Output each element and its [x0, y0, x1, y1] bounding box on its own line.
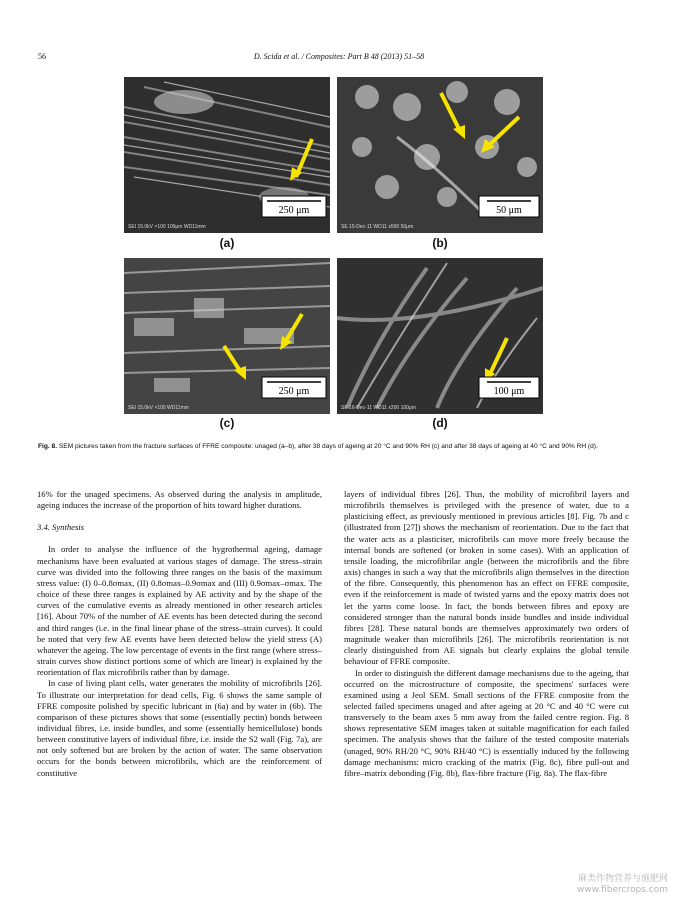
running-title: D. Scida et al. / Composites: Part B 48 (2013) 51–58: [253, 52, 425, 61]
sem-meta-c: SEI 15.0kV ×100 WD11mm: [128, 405, 189, 411]
scale-bar-c: 250 μm: [278, 386, 310, 397]
panel-label-a: (a): [219, 236, 235, 250]
watermark-line-1: 麻类作物营养与施肥网: [577, 874, 668, 884]
panel-label-b: (b): [432, 236, 448, 250]
caption-label: Fig. 8.: [38, 443, 58, 450]
panel-label-c: (c): [219, 416, 235, 430]
left-paragraph-1: 16% for the unaged specimens. As observed during the analysis in amplitude, ageing induces the increase of the proportion of hits toward higher durations.: [37, 489, 322, 511]
sem-meta-b: SE 15-Dec-11 WD11 x500 50μm: [341, 224, 414, 230]
left-column: [37, 489, 322, 779]
scale-bar-b: 50 μm: [496, 205, 522, 216]
right-column: [344, 489, 629, 779]
section-heading: 3.4. Synthesis: [37, 522, 85, 533]
left-paragraph-2: In order to analyse the influence of the hygrothermal ageing, damage mechanisms have been evaluated at various stages of damage. The stress–strain curve was divided into the following three ranges on the basis of the maximum stress value: (I) 0–0.8σmax, (II) 0.8σmax–0.9σmax and (III) 0.9σmax–σmax. The choice of these three ranges is explained by AE activity and by the shape of the curves of the cumulative events as already mentioned in other research articles [16]. About 70% of the number of AE events has been detected during the second and third ranges (i.e. in the final linear phase of the stress–strain curves). It could be noted that very few AE events have been detected below the yield stress (A) whatever the ageing. The low percentage of events in the first range (where stress–strain curves show distinct portions some of which are linear) is explained by the reorientation of flax microfibrils rather than by damage.: [37, 544, 322, 678]
sem-image-d: [337, 258, 543, 414]
sem-image-a: [124, 77, 330, 233]
right-paragraph-1: layers of individual fibres [26]. Thus, the mobility of microfibril layers and microfibrils themselves is privileged with the presence of water, due to a plasticising effect, as previously mentioned in previous articles [8]. Fig. 7b and c (illustrated from [27]) shows the mechanism of reorientation. Due to the fact that the water acts as a plasticiser, microfibrils can move more freely because the internal bonds are softened (or broken in some cases). With an application of tensile loading, the microfibrilar angle (between the microfibrils and the fibre axis) changes in such a way that the microfibrils align themselves in the direction of the fibre. Consequently, this phenomenon has an effect on FFRE composite, even if the reinforcement is made of twisted yarns and the epoxy matrix does not let the yarns come loose. In fact, the bonds between fibres and epoxy are considered stronger than the natural bonds inside bundles and inside individual fibres [28]. These natural bonds are themselves approximately two orders of magnitude weaker than microfibrils [26]. The microfibrils reorientation is not clearly distinguished from AE signals but clearly explains the global tensile behaviour of FFRE composite.: [344, 489, 629, 667]
scale-bar-d: 100 μm: [493, 386, 525, 397]
figure-caption: [38, 442, 638, 452]
watermark-line-2: www.fibercrops.com: [577, 885, 668, 895]
caption-text: SEM pictures taken from the fracture surfaces of FFRE composite: unaged (a–b), after 38 days of ageing at 20 °C and 90% RH (c) and after 38 days of ageing at 40 °C and 90% RH (d).: [58, 443, 598, 450]
sem-image-c: [124, 258, 330, 414]
sem-image-b: [337, 77, 543, 233]
watermark: [577, 874, 668, 896]
sem-meta-d: SE 16-Dec-11 WD11 x200 100μm: [341, 405, 416, 411]
page-number: 56: [38, 52, 46, 61]
right-paragraph-2: In order to distinguish the different damage mechanisms due to the ageing, that occurred on the microstructure of composite, the specimens' surfaces were examined using a Jeol SEM. Small sections of the FFRE composite from the selected failed specimens unaged and after ageing at 20 °C and 40 °C were cut transversely to the beam axes 5 mm away from the failed centre region. Fig. 8 shows representative SEM images taken at suitable magnification for each failed specimen. The analysis shows that the failure of the tested composite materials (unaged, 90% RH/20 °C, 90% RH/40 °C) is essentially induced by the following damage mechanisms: micro cracking of the matrix (Fig. 8c), fibre pull-out and fibre–matrix debonding (Fig. 8b), flax-fibre fracture (Fig. 8a). The flax-fibre: [344, 667, 629, 778]
sem-meta-a: SEI 15.0kV ×100 100μm WD11mm: [128, 224, 206, 230]
panel-label-d: (d): [432, 416, 448, 430]
scale-bar-a: 250 μm: [278, 205, 310, 216]
left-paragraph-3: In case of living plant cells, water generates the mobility of microfibrils [26]. To illustrate our interpretation for dead cells, Fig. 6 shows the same sample of FFRE composite polished by specific lubricant in (6a) and by water in (6b). The comparison of these pictures shows that some (essentially pectin) bonds between individual fibres, i.e. inside bundles, and some (essentially hemicellulose) bonds between constitutive layers of individual fibre, i.e. inside the S2 wall (Fig. 7a), are not only softened but are broken by the action of water. The same observation occurs for the bonds between microfibrils, which are the reinforcement of constitutive: [37, 678, 322, 778]
page-header: [32, 52, 646, 64]
